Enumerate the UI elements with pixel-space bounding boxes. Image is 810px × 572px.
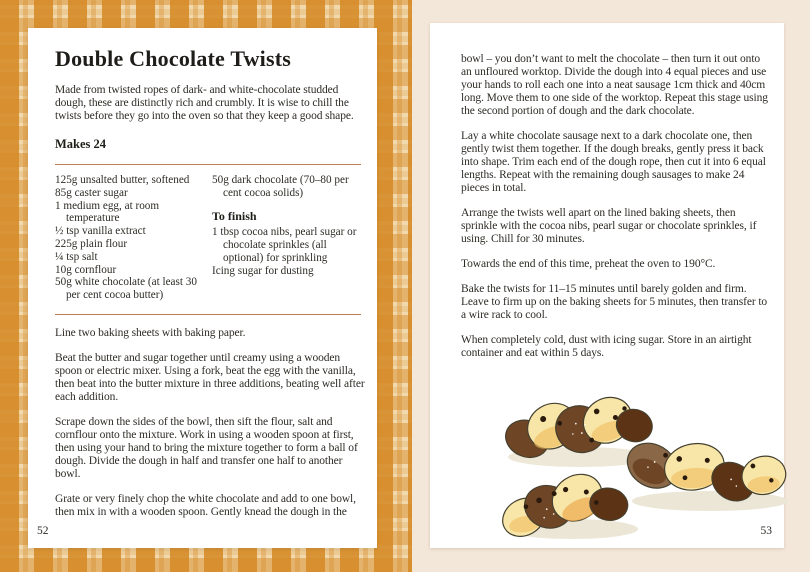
ingredients-column-2	[212, 174, 361, 302]
recipe-yield: Makes 24	[55, 137, 107, 151]
page-left	[28, 28, 377, 548]
page-number-right: 53	[760, 525, 772, 537]
ingredient-item: 125g unsalted butter, softened	[55, 174, 190, 186]
recipe-intro: Made from twisted ropes of dark- and white-chocolate studded dough, these are distinctly rich and crumbly. It is wise to chill the twists before they go into the oven so that they keep a good shape.	[55, 84, 354, 122]
method-step: bowl – you don’t want to melt the chocolate – then turn it out onto an unfloured worktop. Divide the dough into 4 equal pieces and use your hands to roll each one into a neat sausage 1cm thick and 40cm long. Move them to one side of the worktop. Repeat this stage using the second portion of dough and the dark chocolate.	[461, 53, 768, 117]
page-right-content	[430, 23, 784, 360]
method-step: Scrape down the sides of the bowl, then sift the flour, salt and cornflour onto the mixture. Work in using a wooden spoon at first, then using your hand to bring the mixture together to form a ball of dough. Divide the dough in half and transfer one half to another bowl.	[55, 415, 358, 480]
divider-bottom	[55, 314, 361, 315]
ingredients-column-1	[55, 174, 212, 302]
ingredient-item: ½ tsp vanilla extract	[55, 225, 146, 238]
method-step: Arrange the twists well apart on the lined baking sheets, then sprinkle with the cocoa nibs, pearl sugar or chocolate sprinkles, if using. Chill for 30 minutes.	[461, 207, 757, 245]
ingredient-item: 225g plain flour	[55, 237, 128, 250]
method-step: Line two baking sheets with baking paper.	[55, 326, 246, 339]
method-step: When completely cold, dust with icing sugar. Store in an airtight container and eat within 5 days.	[461, 334, 752, 359]
page-number-left: 52	[37, 525, 49, 537]
ingredients-section	[55, 174, 361, 302]
method-section-left	[55, 326, 365, 519]
ingredient-item: Icing sugar for dusting	[212, 264, 314, 277]
to-finish-heading: To finish	[212, 208, 257, 223]
ingredient-item: 1 tbsp cocoa nibs, pearl sugar or chocolate sprinkles (all optional) for sprinkling	[212, 226, 357, 264]
method-step: Beat the butter and sugar together until creamy using a wooden spoon or electric mixer. Using a fork, beat the egg with the vanilla, then beat into the butter mixture in three additions, beating well after each addition.	[55, 351, 365, 403]
method-step: Towards the end of this time, preheat the oven to 190°C.	[461, 258, 716, 270]
method-step: Grate or very finely chop the white chocolate and add to one bowl, then mix in with a wooden spoon. Gently knead the dough in the	[55, 492, 356, 518]
divider-top	[55, 164, 361, 165]
ingredient-item: 50g dark chocolate (70–80 per cent cocoa solids)	[212, 174, 349, 199]
cookie-twists-illustration	[480, 379, 788, 545]
method-step: Bake the twists for 11–15 minutes until barely golden and firm. Leave to firm up on the baking sheets for 5 minutes, then transfer to a wire rack to cool.	[461, 283, 768, 321]
page-right	[430, 23, 784, 548]
ingredient-item: 10g cornflour	[55, 263, 117, 276]
ingredient-item: 1 medium egg, at room temperature	[55, 199, 160, 225]
method-step: Lay a white chocolate sausage next to a dark chocolate one, then gently twist them together. If the dough breaks, gently press it back into shape. Trim each end of the dough rope, then cut it into 6 equal lengths. Repeat with the remaining dough sausages to make 24 pieces in total.	[461, 130, 766, 194]
ingredient-item: ¼ tsp salt	[55, 250, 98, 263]
recipe-title: Double Chocolate Twists	[55, 46, 292, 71]
page-left-content	[28, 28, 377, 519]
ingredient-item: 85g caster sugar	[55, 186, 128, 199]
ingredient-item: 50g white chocolate (at least 30 per cent cocoa butter)	[55, 276, 197, 302]
